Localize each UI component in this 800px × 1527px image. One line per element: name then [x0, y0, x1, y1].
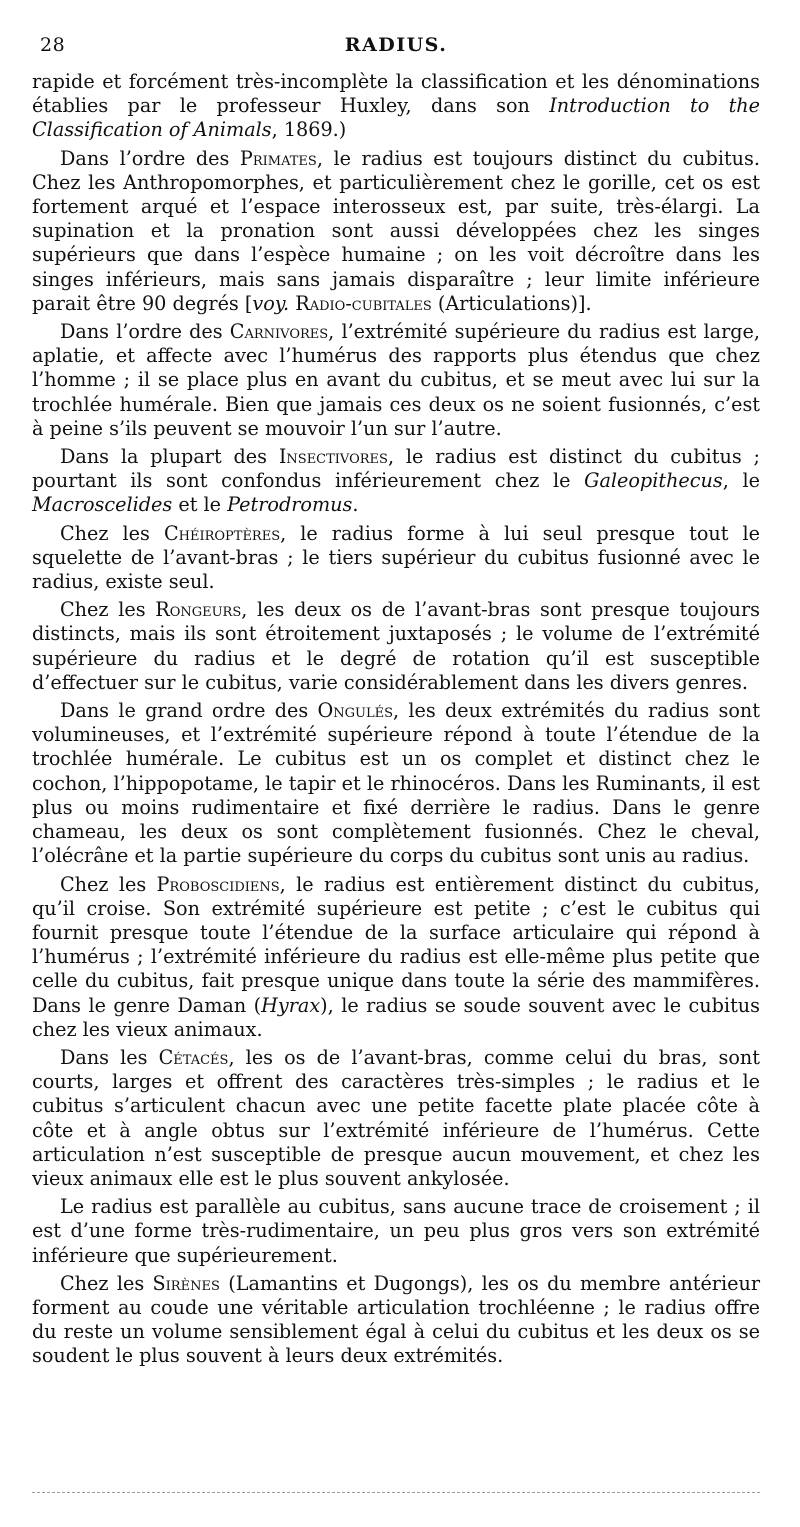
small-caps-term: Ongulés: [317, 699, 393, 723]
paragraph: [32, 598, 760, 695]
paragraph: [32, 70, 760, 143]
paragraph: [32, 873, 760, 1042]
text-run: (Lamantins et Dugongs), les os du membre antérieur forment au coude une véritable articulation trochléenne ; le radius offre du reste un volume sensiblement égal à celui du cubitus et les deux os se soudent le plus souvent à leurs deux extrémités.: [32, 1271, 760, 1368]
text-run: Dans le grand ordre des: [60, 699, 318, 723]
italic-text: Macroscelides: [32, 493, 173, 517]
text-run: , le radius est distinct du cubitus ; pourtant ils sont confondus inférieurement chez le: [32, 445, 761, 493]
italic-text: Galeopithecus: [584, 469, 723, 493]
paragraph: [32, 522, 760, 595]
text-run: Dans la plupart des: [60, 445, 279, 469]
text-run: rapide et forcément très-incomplète la classification et les dénominations établies par le professeur Huxley, dans son: [32, 70, 760, 118]
text-run: , les deux extrémités du radius sont volumineuses, et l’extrémité supérieure répond à toute l’étendue de la trochlée humérale. Le cubitus est un os complet et distinct chez le cochon, l’hippopotame, le tapir et le rhinocéros. Dans les Ruminants, il est plus ou moins rudimentaire et fixé derrière le radius. Dans le genre chameau, les deux os sont complètement fusionnés. Chez le cheval, l’olécrâne et la partie supérieure du corps du cubitus sont unis au radius.: [32, 699, 760, 868]
paragraph: [32, 1046, 760, 1191]
small-caps-term: Chéiroptères: [163, 521, 281, 545]
paragraph: [32, 1272, 760, 1369]
paragraph: [32, 445, 760, 518]
italic-text: Petrodromus: [227, 493, 353, 517]
running-title: RADIUS.: [344, 34, 448, 56]
paragraph: [32, 147, 760, 316]
text-run: Dans l’ordre des: [60, 146, 240, 170]
small-caps-term: Cétacés: [158, 1045, 229, 1069]
paragraph: [32, 320, 760, 441]
small-caps-term: Rongeurs: [155, 598, 242, 622]
page-header: [32, 30, 760, 70]
small-caps-term: Carnivores: [229, 320, 329, 344]
small-caps-term: Proboscidiens: [156, 872, 280, 896]
text-run: .: [352, 493, 359, 517]
paragraph: [32, 699, 760, 868]
text-run: , le radius forme à lui seul presque tout le squelette de l’avant-bras ; le tiers supérieur du cubitus fusionné avec le radius, existe seul.: [32, 521, 760, 594]
italic-text: voy.: [252, 291, 290, 315]
small-caps-term: Radio-cubitales: [295, 291, 432, 315]
footer-rule: [32, 1492, 760, 1493]
small-caps-term: Sirènes: [152, 1271, 220, 1295]
small-caps-term: Insectivores: [278, 445, 388, 469]
text-run: (Articulations)].: [431, 291, 592, 315]
text-run: et le: [172, 493, 228, 517]
text-run: , les deux os de l’avant-bras sont presque toujours distincts, mais ils sont étroitement juxtaposés ; le volume de l’extrémité supérieure du radius et le degré de rotation qu’il est susceptible d’effectuer sur le cubitus, varie considérablement dans les divers genres.: [32, 598, 760, 694]
text-run: Chez les: [60, 1271, 153, 1295]
text-run: , le: [722, 469, 760, 493]
text-run: , les os de l’avant-bras, comme celui du bras, sont courts, larges et offrent des caractères très-simples ; le radius et le cubitus s’articulent chacun avec une petite facette plate placée côte à côte et à angle obtus sur l’extrémité inférieure de l’humérus. Cette articulation n’est susceptible de presque aucun mouvement, et chez les vieux animaux elle est le plus souvent ankylosée.: [32, 1045, 760, 1190]
text-run: Chez les: [60, 872, 157, 896]
italic-text: Introduction to the Classification of Animals: [32, 94, 761, 142]
text-run: Chez les: [60, 598, 156, 622]
paragraph: [32, 1195, 760, 1268]
italic-text: Hyrax: [261, 993, 321, 1017]
text-run: Dans les: [60, 1045, 159, 1069]
text-run: Le radius est parallèle au cubitus, sans aucune trace de croisement ; il est d’une forme très-rudimentaire, un peu plus gros vers son extrémité inférieure que supérieurement.: [32, 1195, 760, 1267]
text-run: Chez les: [60, 521, 164, 545]
page-number: 28: [40, 34, 66, 56]
small-caps-term: Primates: [239, 146, 317, 170]
text-run: ), le radius se soude souvent avec le cubitus chez les vieux animaux.: [32, 993, 760, 1041]
body-text: [32, 70, 760, 1369]
text-run: Dans l’ordre des: [60, 320, 230, 344]
text-run: , le radius est toujours distinct du cubitus. Chez les Anthropomorphes, et particulièrement chez le gorille, cet os est fortement arqué et l’espace interosseux est, par suite, très-élargi. La supination et la pronation sont aussi développées chez les singes supérieurs que dans l’espèce humaine ; on les voit décroître dans les singes inférieurs, mais sans jamais disparaître ; leur limite inférieure parait être 90 degrés [: [32, 146, 760, 315]
text-run: , 1869.): [271, 118, 347, 142]
text-run: , l’extrémité supérieure du radius est large, aplatie, et affecte avec l’humérus des rapports plus étendus que chez l’homme ; il se place plus en avant du cubitus, et se meut avec lui sur la trochlée humérale. Bien que jamais ces deux os ne soient fusionnés, c’est à peine s’ils peuvent se mouvoir l’un sur l’autre.: [32, 320, 760, 440]
text-run: , le radius est entièrement distinct du cubitus, qu’il croise. Son extrémité supérieure est petite ; c’est le cubitus qui fournit presque toute l’étendue de la surface articulaire qui répond à l’humérus ; l’extrémité inférieure du radius est elle-même plus petite que celle du cubitus, fait presque unique dans toute la série des mammifères. Dans le genre Daman (: [32, 872, 760, 1017]
